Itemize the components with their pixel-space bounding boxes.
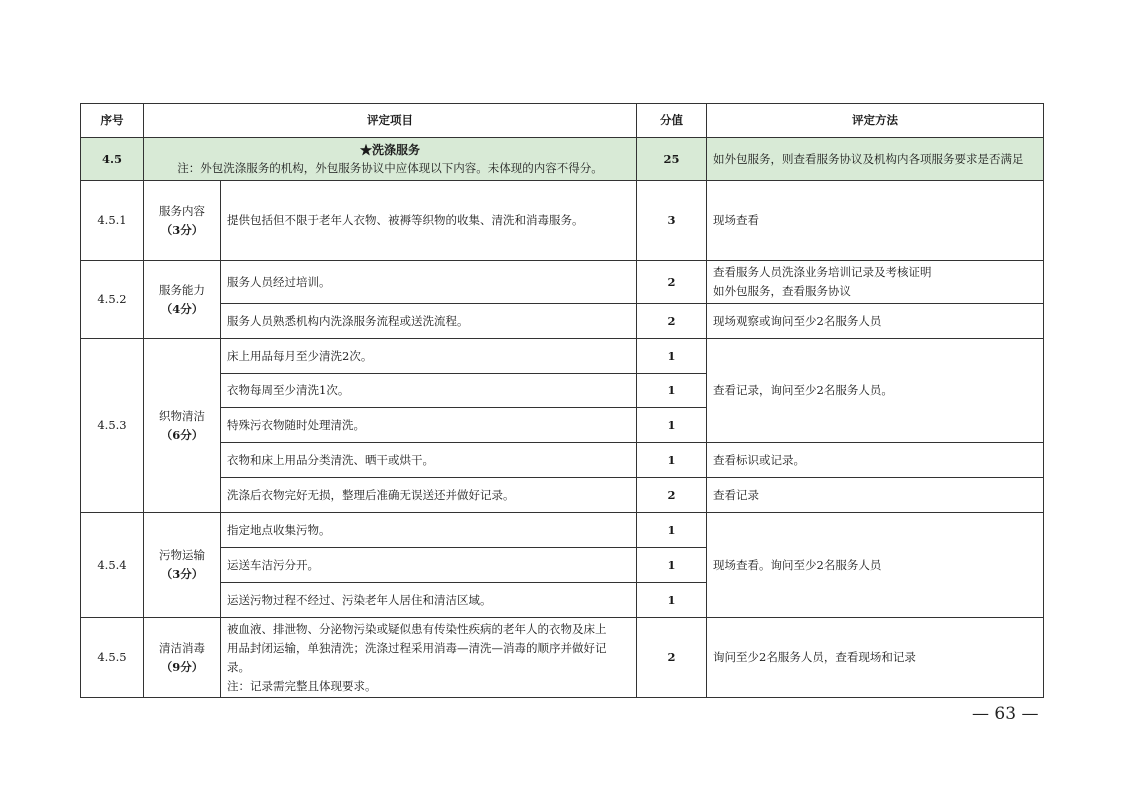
item-text: 洗涤后衣物完好无损，整理后准确无误送还并做好记录。 — [221, 478, 637, 513]
item-score: 1 — [637, 408, 707, 443]
section-method: 如外包服务，则查看服务协议及机构内各项服务要求是否满足 — [707, 138, 1044, 181]
item-method: 查看记录 — [707, 478, 1044, 513]
header-no: 序号 — [81, 104, 144, 138]
item-score: 1 — [637, 443, 707, 478]
group-category-cell — [144, 618, 221, 698]
item-method: 现场查看 — [707, 181, 1044, 261]
item-text: 服务人员经过培训。 — [221, 261, 637, 304]
group-no: 4.5.3 — [81, 339, 144, 513]
item-text-line2: 用品封闭运输，单独清洗；洗涤过程采用消毒—清洗—消毒的顺序并做好记 — [227, 640, 607, 655]
group-category: 服务内容 — [159, 203, 205, 218]
item-score: 1 — [637, 513, 707, 548]
header-item: 评定项目 — [144, 104, 637, 138]
section-score: 25 — [637, 138, 707, 181]
group-category-cell — [144, 339, 221, 513]
group-category-cell — [144, 181, 221, 261]
table-row — [81, 304, 1044, 339]
item-text: 指定地点收集污物。 — [221, 513, 637, 548]
item-text-line1: 被血液、排泄物、分泌物污染或疑似患有传染性疾病的老年人的衣物及床上 — [227, 621, 607, 636]
table-row — [81, 181, 1044, 261]
item-score: 1 — [637, 548, 707, 583]
table-row — [81, 339, 1044, 374]
group-points: （3分） — [160, 222, 204, 237]
item-text: 特殊污衣物随时处理清洗。 — [221, 408, 637, 443]
section-title: ★洗涤服务 — [359, 143, 420, 157]
item-score: 2 — [637, 618, 707, 698]
section-item-cell — [144, 138, 637, 181]
item-method: 现场观察或询问至少2名服务人员 — [707, 304, 1044, 339]
item-method-line2: 如外包服务，查看服务协议 — [713, 284, 851, 298]
table-row — [81, 261, 1044, 304]
table-row — [81, 478, 1044, 513]
item-method: 查看标识或记录。 — [707, 443, 1044, 478]
group-no: 4.5.5 — [81, 618, 144, 698]
item-text: 衣物每周至少清洗1次。 — [221, 374, 637, 408]
group-no: 4.5.4 — [81, 513, 144, 618]
table-row — [81, 618, 1044, 698]
group-category: 服务能力 — [159, 282, 205, 297]
item-score: 1 — [637, 374, 707, 408]
table-row — [81, 513, 1044, 548]
item-score: 1 — [637, 583, 707, 618]
header-score: 分值 — [637, 104, 707, 138]
item-text-line3: 录。 — [227, 659, 250, 674]
section-note: 注：外包洗涤服务的机构，外包服务协议中应体现以下内容。未体现的内容不得分。 — [177, 161, 603, 175]
group-no: 4.5.2 — [81, 261, 144, 339]
item-text: 运送污物过程不经过、污染老年人居住和清洁区域。 — [221, 583, 637, 618]
item-text: 衣物和床上用品分类清洗、晒干或烘干。 — [221, 443, 637, 478]
section-row — [81, 138, 1044, 181]
evaluation-table — [80, 103, 1044, 698]
item-text: 运送车洁污分开。 — [221, 548, 637, 583]
item-score: 3 — [637, 181, 707, 261]
group-category: 织物清洁 — [159, 408, 205, 423]
item-method: 询问至少2名服务人员，查看现场和记录 — [707, 618, 1044, 698]
section-no: 4.5 — [81, 138, 144, 181]
group-category-cell — [144, 513, 221, 618]
item-score: 2 — [637, 478, 707, 513]
item-text: 提供包括但不限于老年人衣物、被褥等织物的收集、清洗和消毒服务。 — [221, 181, 637, 261]
group-points: （6分） — [160, 427, 204, 442]
group-no: 4.5.1 — [81, 181, 144, 261]
table-row — [81, 443, 1044, 478]
merged-method: 现场查看。询问至少2名服务人员 — [707, 513, 1044, 618]
item-score: 1 — [637, 339, 707, 374]
item-score: 2 — [637, 304, 707, 339]
item-method-cell — [707, 261, 1044, 304]
group-category: 清洁消毒 — [159, 640, 205, 655]
group-points: （4分） — [160, 301, 204, 316]
item-method-line1: 查看服务人员洗涤业务培训记录及考核证明 — [713, 265, 932, 279]
group-points: （9分） — [160, 659, 204, 674]
group-category-cell — [144, 261, 221, 339]
header-method: 评定方法 — [707, 104, 1044, 138]
page-number: — 63 — — [972, 704, 1039, 724]
item-text: 服务人员熟悉机构内洗涤服务流程或送洗流程。 — [221, 304, 637, 339]
merged-method: 查看记录，询问至少2名服务人员。 — [707, 339, 1044, 443]
table-header-row — [81, 104, 1044, 138]
item-score: 2 — [637, 261, 707, 304]
item-text-cell — [221, 618, 637, 698]
group-points: （3分） — [160, 567, 204, 581]
group-category: 污物运输 — [159, 548, 205, 562]
item-text: 床上用品每月至少清洗2次。 — [221, 339, 637, 374]
item-text-note: 注：记录需完整且体现要求。 — [227, 678, 377, 693]
